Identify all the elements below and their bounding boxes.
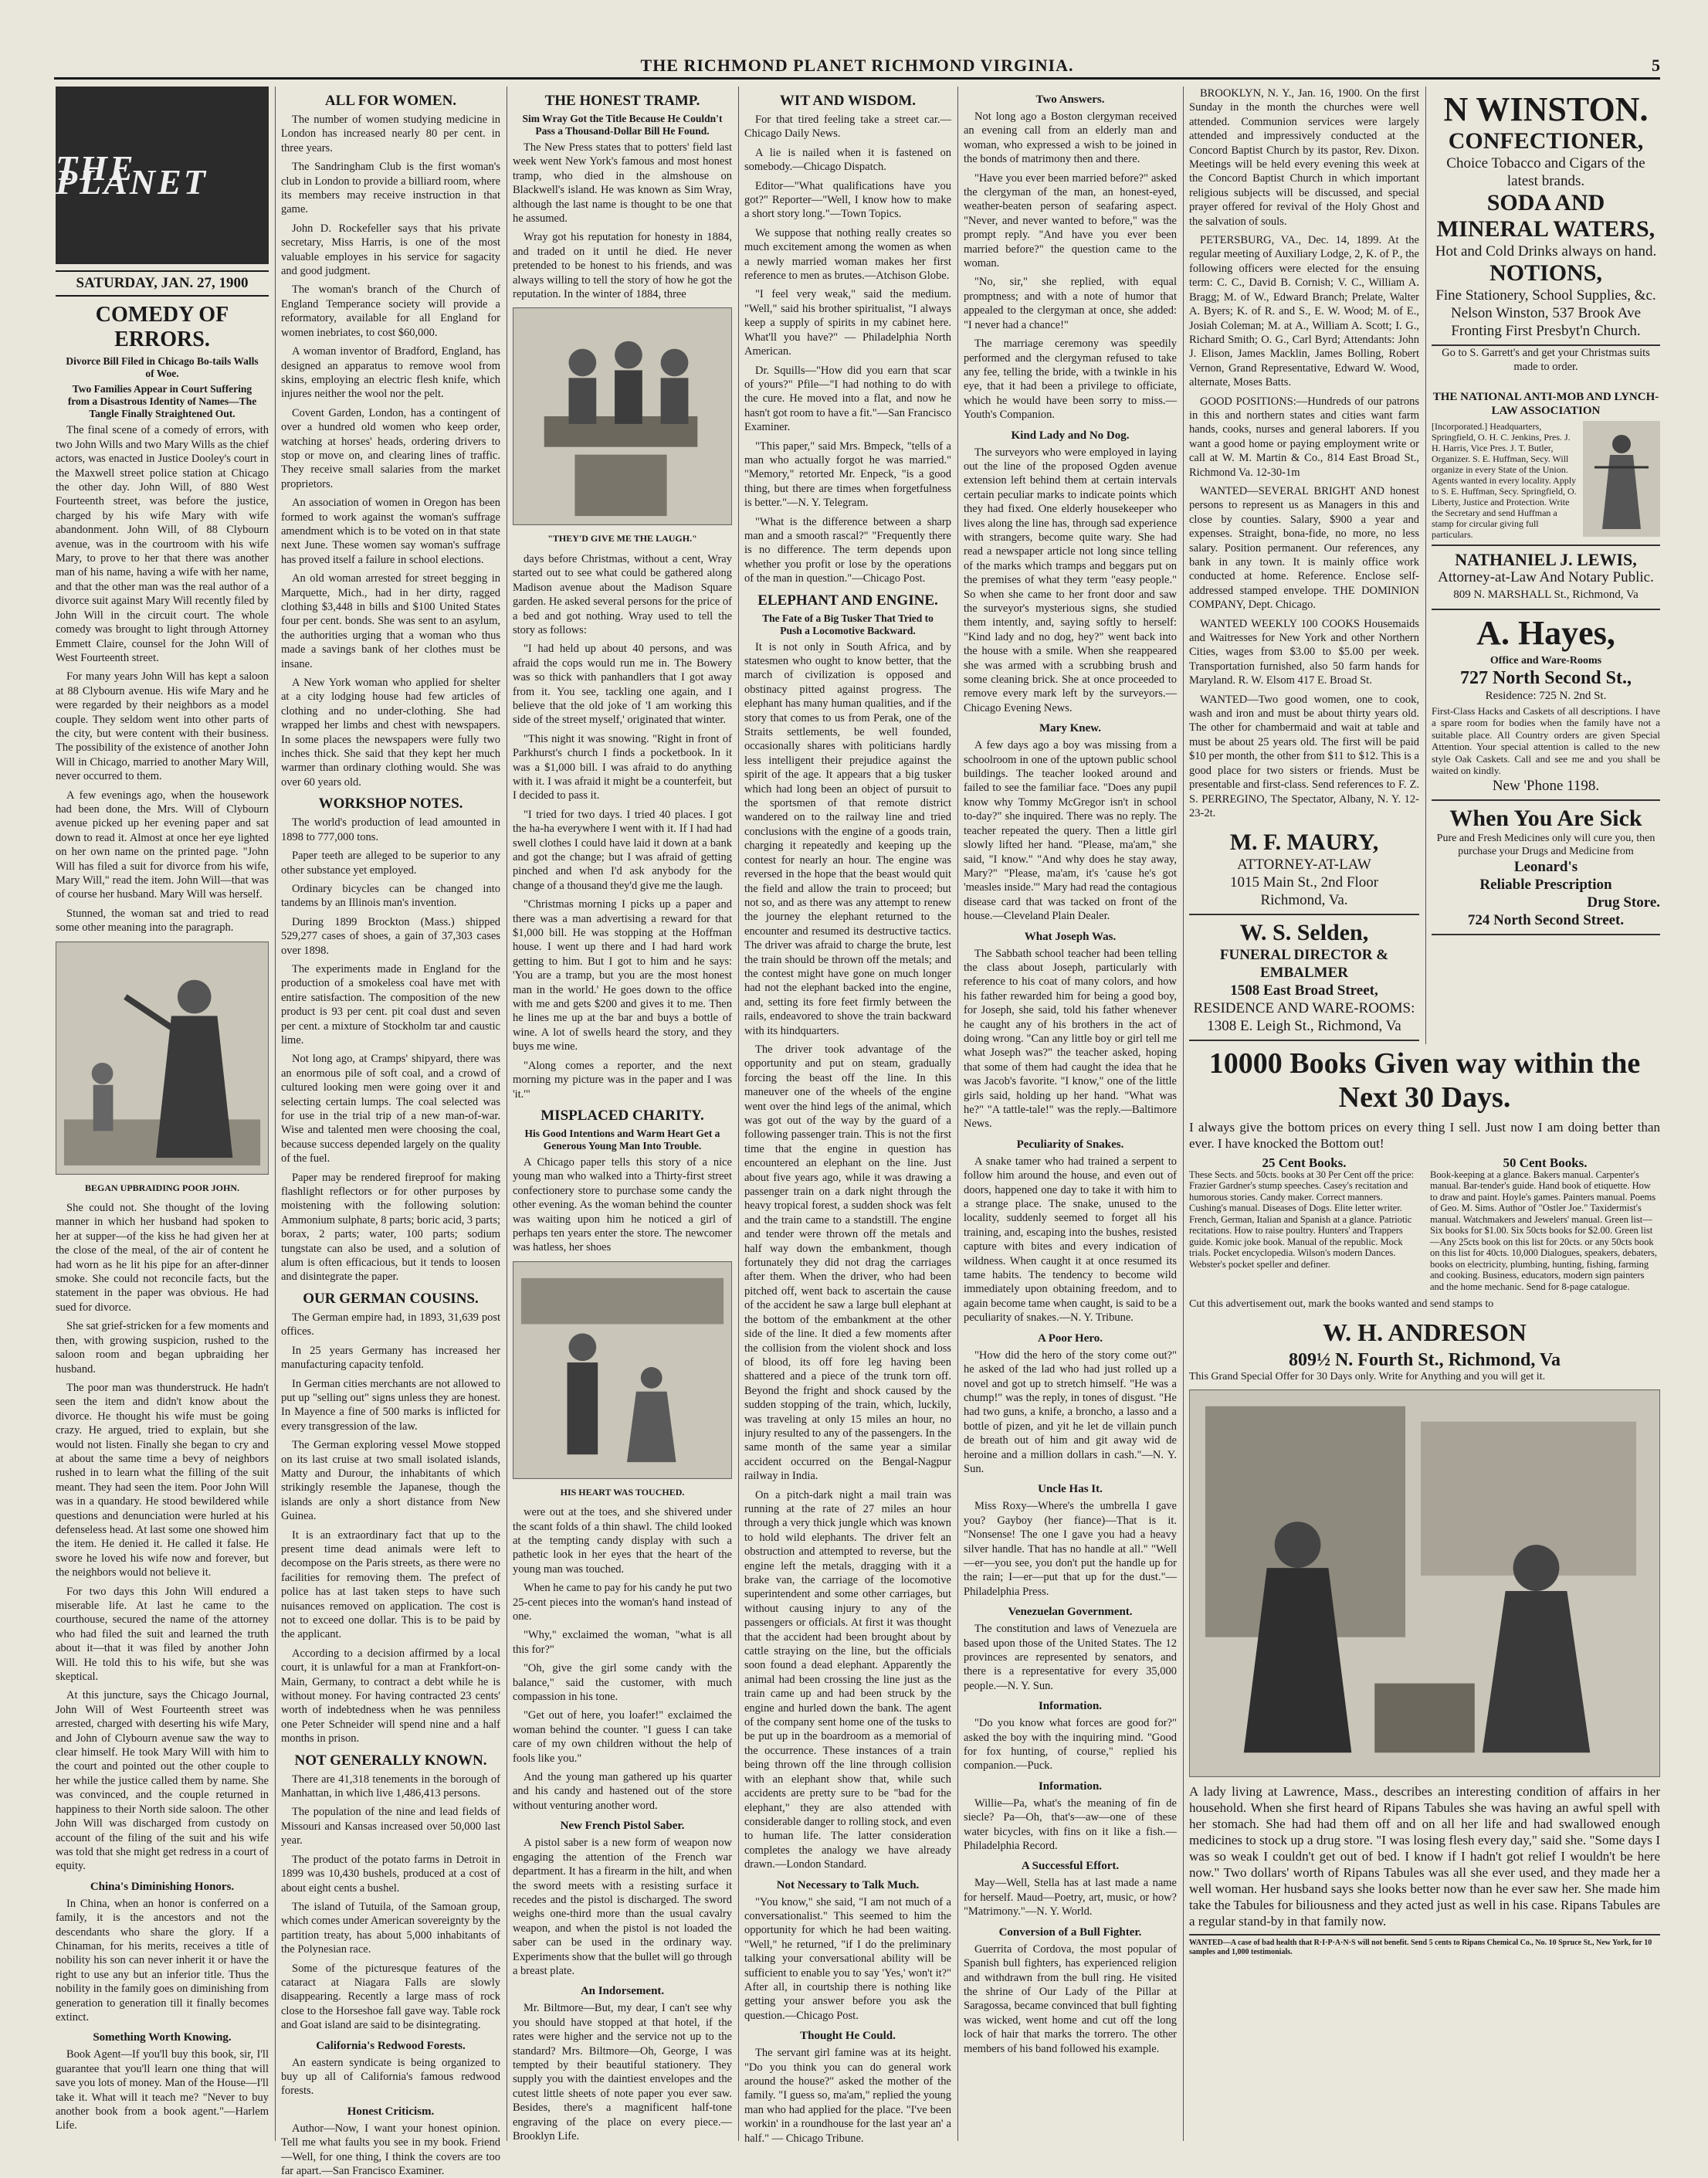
item: An eastern syndicate is being organized to buy up all of California's famous redwood forests. [281,2056,500,2098]
books-ad-intro: I always give the bottom prices on every thing I sell. Just now I am doing better than ever. I have knocked the Bottom out! [1189,1120,1660,1151]
item: Not long ago, at Cramps' shipyard, there was an enormous pile of soft coal, and a crowd of cultured looking men were going over it and selecting certain lumps. The coal selected was for use in the trial trip of a new man-of-war. Wise and talented men were choosing the coal, because success depended largely on the quality of the fuel. [281,1053,500,1165]
article-paragraph: were out at the toes, and she shivered under the scant folds of a thin shawl. The child looked at the tempting candy display with such a pathetic look in her eyes that the heart of the young man was touched. [513,1506,732,1576]
books-25-heading: 25 Cent Books. [1262,1155,1347,1170]
article-paragraph: She could not. She thought of the loving manner in which her husband had spoken to her at supper—of the kiss he had given her at the close of the meal, of the air of content he had worn as he lit his pipe for an after-dinner smoke. She could not reconcile facts, but the statement in the paper was obvious. He had sued for divorce. [56,1202,269,1314]
section-heading: Kind Lady and No Dog. [1011,429,1130,442]
item: "What is the difference between a sharp man and a smooth rascal?" "Frequently there is no difference. The term depends upon whether you profit or lose by the operations of the man in question."—Chicago Post. [744,515,951,585]
sick-reliable: Reliable Prescription [1479,876,1612,893]
maury-name: M. F. MAURY, [1229,829,1379,856]
andreson-name: W. H. ANDRESON [1323,1318,1527,1346]
article-paragraph: Stunned, the woman sat and tried to read some other meaning into the paragraph. [56,907,269,935]
hayes-subtitle: Office and Ware-Rooms [1489,654,1602,667]
article-paragraph: And the young man gathered up his quarter and his candy and hastened out of the store without venturing another word. [513,1771,732,1812]
section-heading: MISPLACED CHARITY. [541,1107,704,1124]
books-lists [1189,1155,1660,1292]
issue-date: SATURDAY, JAN. 27, 1900 [56,270,269,297]
article-paragraph: "This night it was snowing. "Right in front of Parkhurst's church I finds a pocketbook. In it was a $1,000 bill. I was afraid to do anything with it. I was afraid it might be a counterfeit, but I decided to pass it. [513,732,732,802]
section-heading: What Joseph Was. [1024,930,1117,943]
classified-ad: WANTED WEEKLY 100 COOKS Housemaids and Waitresses for New York and other Northern Cities, wages from $3.00 to $5.00 per week. Transportation furnished, also 50 farm hands for Maryland. R. W. Elsom 417 E. Broad St. [1189,617,1419,687]
item: The island of Tutuila, of the Samoan group, which comes under American sovereignty by the partition treaty, has about 5,000 inhabitants of the Polynesian race. [281,1900,500,1956]
antimob-title: THE NATIONAL ANTI-MOB AND LYNCH-LAW ASSOCIATION [1432,390,1659,417]
selden-title: FUNERAL DIRECTOR & EMBALMER [1219,947,1389,982]
item: Author—Now, I want your honest opinion. Tell me what faults you see in my book. Friend—Well, for one thing, I think the covers are too far apart.—San Francisco Examiner. [281,2122,500,2177]
article-paragraph: On a pitch-dark night a mail train was running at the rate of 27 miles an hour through a very thick jungle which was known to hold wild elephants. The driver felt an obstruction and attempted to reverse, but the engine left the metals, dragging with it a brake van, the carriage of the locomotive superintendent and some other carriages, but without causing injury to any of the passengers or officials. At first it was thought that the accident had been brought about by cattle straying on the line, but the officials soon found a dead elephant. Apparently the animal had been crossing the line just as the train came up and had been struck by the engine and hurled down the bank. The agent of the company sent home one of the tusks to be put up in the boardroom as a memorial of the occurrence. These instances of a train being thrown off the line through collision with an elephant show that, while such accidents are pretty sure to be "bad for the elephant," they are also attended with considerable danger to rolling stock, and even to human life. The latter consideration completes the analogy we have already drawn.—London Standard. [744,1488,951,1871]
article-paragraph: A few evenings ago, when the housework had been done, the Mrs. Will of Clybourn avenue picked up her evening paper and sat down to read it. Almost at once her eye lighted on her own name on the printed page. "John Will has filed a suit for divorce from his wife, Mary Will," read the item. John Will—that was of course her husband. Mary Will was herself. [56,789,269,901]
article-paragraph: days before Christmas, without a cent, Wray started out to see what could be gathered along Madison avenue about the Madison Square garden. He asked several persons for the price of a bed and got nothing. Wray used to tell the story as follows: [513,552,732,636]
article-paragraph: It is not only in South Africa, and by statesmen who ought to know better, that the march of civilization is opposed and obstinacy pitted against progress. The elephant has many human qualities, and if the story that comes to us from Perak, one of the Straits settlements, be well founded, occasionally shares with politicians hardly less intelligent their prejudice against the spirit of the age. It appears that a big tusker which had long been an object of pursuit to the sportsmen of that remote district wandered on to the railway line and tried conclusions with the engine of a goods train, charging it repeatedly and keeping up the contest for nearly an hour. The engine was reversed in the hope that the beast would quit the field and allow the train to proceed; but not so, and as there was any attempt to renew the journey the elephant returned to the encounter and resumed its destructive tactics. The driver was afraid to charge the brute, lest the train should be thrown off the metals; and the contest might have gone on much longer had not the elephant backed into the engine, and, setting its fore feet firmly between the rails, endeavored to shove the train backward with its hindquarters. [744,640,951,1037]
section-heading: Conversion of a Bull Fighter. [998,1925,1142,1939]
item: The product of the potato farms in Detroit in 1899 was 10,430 bushels, produced at a cost of about eight cents a bushel. [281,1853,500,1895]
article-paragraph: The Sabbath school teacher had been telling the class about Joseph, particularly with reference to his coat of many colors, and how his father rewarded him for being a good boy, for Joseph, she said, told his father whenever he caught any of his brothers in the act of doing wrong. "Can any little boy or girl tell me what Joseph was?" the teacher asked, hoping that some of them had caught the idea that he was Jacob's favorite. "I know," one of the little girls said, holding up her hand. "What was he?" "A tattle-tale!" was the reply.—Baltimore News. [964,947,1177,1131]
item: John D. Rockefeller says that his private secretary, Miss Harris, is one of the most valuable employes in his service for sagacity and good judgment. [281,222,500,278]
illustration-caption: HIS HEART WAS TOUCHED. [560,1486,685,1498]
item: Paper may be rendered fireproof for making flashlight reflectors or for other purposes by moistening with the following solution: Ammonium sulphate, 8 parts; boric acid, 3 parts; borax, 2 parts; water, 100 parts; sodium tungstate can also be used, and a solution of alum is often efficacious, but it tends to loosen and disintegrate the paper. [281,1171,500,1284]
selden-ad [1189,915,1419,1041]
selden-residence: RESIDENCE AND WARE-ROOMS: [1193,1000,1415,1017]
section-heading: Information. [1038,1700,1103,1713]
column-1 [56,87,269,2141]
deck: Two Families Appear in Court Suffering from a Disastrous Identity of Names—The Tangle Finally Straightened Out. [67,383,257,420]
article-paragraph: "Christmas morning I picks up a paper and there was a man advertising a reward for that $1,000 bill. He was stopping at the Hoffman house. I went up there and I had hard work getting to him. But I got to him and he says: 'You are a tramp, but you are the most honest man in the world.' He goes down to the office with me and gets $200 and gives it to me. Then he lines me up at the bar and buys a bottle of wine. A lot of swells heard the story, and they buys me wine. [513,898,732,1053]
sick-name: Leonard's [1513,858,1578,875]
ripans-illustration [1189,1389,1660,1777]
item: Some of the picturesque features of the cataract at Niagara Falls are slowly disappearing. Recently a large mass of rock close to the Horseshoe fall gave way. Table rock and Goat island are said to be disintegrating. [281,1962,500,2032]
section-heading: Two Answers. [1035,93,1105,106]
item: It is an extraordinary fact that up to the present time dead animals were left to decompose on the Paris streets, as there were no facilities for removing them. The prefect of police has at last taken steps to have such nuisances removed on application. The cost is not to exceed one dollar. This is to be paid by the applicant. [281,1528,500,1641]
item: The woman's branch of the Church of England Temperance society will provide a reformatory, available for all England for women inebriates, to cost $60,000. [281,283,500,339]
column-2 [281,87,500,2177]
item: During 1899 Brockton (Mass.) shipped 529,277 cases of shoes, a gain of 37,303 cases over 1898. [281,915,500,957]
article-paragraph: A pistol saber is a new form of weapon now engaging the attention of the French war department. It has a firearm in the hilt, and when the sword meets with a resisting surface it recedes and the pistol is discharged. The sword weighs one-third more than the usual cavalry weapon, and when the pistol is not loaded the saber can be used in the ordinary way. Experiments show that the bullet will go through a breast plate. [513,1837,732,1977]
maury-city: Richmond, Va. [1260,892,1348,909]
winston-title: CONFECTIONER, [1448,128,1644,154]
item: Covent Garden, London, has a contingent of over a hundred old women who keep order, watching at horses' heads, ordering drivers to stop or move on, and clearing lines of traffic. They receive small salaries from the market proprietors. [281,406,500,490]
books-50-heading: 50 Cent Books. [1503,1155,1588,1170]
winston-drinks: Hot and Cold Drinks always on hand. [1435,243,1657,260]
books-ad [1189,1047,1660,1957]
section-heading: A Successful Effort. [1021,1860,1120,1873]
planet-logo: THE PLANET [56,87,269,264]
books-25-list: These Sects. and 50cts. books at 30 Per Cent off the price: Frazier Gardner's stump speeches. Casey's recitation and humorous stories. Candy maker. Correct manners. Cushing's manual. Diseases of Dogs. Elite letter writer. French, German, Italian and Spanish at a glance. Patriotic recitations. How to raise poultry. Hunters' and Trappers guide. Komic joke book. Manual of the republic. Mock trials. Pocket encyclopedia. Wilson's modern Dances. Webster's pocket speller and definer. [1189,1169,1415,1270]
article-paragraph: For two days this John Will endured a miserable life. At last he came to the courthouse, secured the name of the attorney who had filed the suit and learned the truth about it—that it was filed by another John Will. He told this to his wife, but she was skeptical. [56,1585,269,1684]
maury-address: 1015 Main St., 2nd Floor [1229,874,1379,891]
item: In German cities merchants are not allowed to put up "selling out" signs unless they are honest. In Mayence a fine of 500 marks is inflicted for every transgression of the law. [281,1377,500,1433]
item: An association of women in Oregon has been formed to work against the woman's suffrage amendment which is to be voted on in that state next June. These women say woman's suffrage has proved itself a failure in school elections. [281,497,500,566]
column-5 [964,87,1177,2141]
item: We suppose that nothing really creates so much excitement among the women as when a newly married woman makes her first reference to men as brutes.—Atchison Globe. [744,226,951,283]
masthead-title: THE RICHMOND PLANET RICHMOND VIRGINIA. [640,56,1074,75]
lewis-name: NATHANIEL J. LEWIS, [1455,549,1637,569]
section-heading: WORKSHOP NOTES. [318,796,463,813]
lewis-address: 809 N. MARSHALL St., Richmond, Va [1453,588,1639,601]
books-ad-title: 10000 Books Given way within the Next 30 Days. [1208,1047,1641,1114]
article-paragraph: "Do you know what forces are good for?" asked the boy with the inquiring mind. "Good for fox hunting, of course," replied his companion.—Puck. [964,1717,1177,1773]
article-paragraph: In China, when an honor is conferred on a family, it is the ancestors and not the descendants who share the glory. If a Chinaman, for his merits, receives a title of nobility his son can never inherit it or have the right to use any but an inferior title. Thus the nobility in the family goes on diminishing from generation to generation till it finally becomes extinct. [56,1897,269,2024]
article-paragraph: "How did the hero of the story come out?" he asked of the lad who had just rolled up a novel and got up to stretch himself. "He was a chump!" was the reply, in tones of disgust. "He had two guns, a knife, a broncho, a lasso and a bottle of pizen, and yit he let de villain punch de breath out of him and git away wid de heroine and a million dollars in cash."—N. Y. Sun. [964,1349,1177,1475]
article-paragraph: The surveyors who were employed in laying out the line of the proposed Ogden avenue extension left behind them at certain intervals certain peculiar marks to indicate points which they had fixed. One elderly housekeeper who lives along the line has, through sad experience with strangers, become quite wary. She had read a newspaper article not long since telling of the marks which tramps and beggars put on the premises of what they term "easy people." So when she came to her front door and saw the surveyor's mysterious signs, she studied them intently, and, saying softly to herself: "Kind lady and no dog, hey?" went back into the house with a smile. When she reappeared she was armed with a scrubbing brush and some cleaning brick. She at once proceeded to remove every mark left by the surveyors.—Chicago Evening News. [964,446,1177,714]
article-paragraph: For many years John Will has kept a saloon at 88 Clybourn avenue. His wife Mary and he were regarded by their neighbors as a model couple. They seldom went into other parts of the city, but were content with their business. The possibility of the existence of another John Will in Chicago, married to another Mary Will, never occurred to them. [56,670,269,783]
sick-title: When You Are Sick [1449,805,1642,831]
section-heading: Peculiarity of Snakes. [1016,1138,1124,1151]
item: The German exploring vessel Mowe stopped on its last cruise at two small isolated islands, Matty and Durour, the inhabitants of which strikingly resemble the Japanese, though the islands are only a short distance from New Guinea. [281,1439,500,1523]
article-paragraph: The marriage ceremony was speedily performed and the clergyman refused to take any fee, telling the bride, with a twinkle in his eye, that it had been a privilege to officiate, which he would have been sorry to miss.—Youth's Companion. [964,338,1177,422]
hayes-address: 727 North Second St., [1459,667,1632,688]
column-rule [1183,87,1184,2141]
article-paragraph: Book Agent—If you'll buy this book, sir, I'll guarantee that you'll learn one thing that will save you lots of money. Man of the House—I'll take it. What will it teach me? "Never to buy another book from a book agent."—Harlem Life. [56,2048,269,2132]
ripans-text: A lady living at Lawrence, Mass., describes an interesting condition of affairs in her household. When she first heard of Ripans Tabules she was having an awful spell with her stomach. She had had them off and on all her life and had swallowed enough medicines to stock up a drug store. "I was losing flesh every day," said she. "Some days I was so weak I couldn't get out of bed. I know if I hadn't got relief I wouldn't be here now." Two dollars' worth of Ripans Tabules was all she ever used, and they made her a well woman. Her husband says she looks better now than he ever saw her. She made him take the Tabules for biliousness and they acted just as well in his case. Ripans Tabules are a regular stand-by in that family now. [1189,1784,1660,1929]
item: The number of women studying medicine in London has increased nearly 80 per cent. in three years. [281,114,500,154]
article-paragraph: A Chicago paper tells this story of a nice young man who walked into a Thirty-first street confectionery store to purchase some candy the other evening. As the woman behind the counter was waiting upon him he noticed a girl of perhaps ten years enter the store. The newcomer was hatless, her shoes [513,1155,732,1254]
news-item: BROOKLYN, N. Y., Jan. 16, 1900. On the first Sunday in the month the churches were well attended. Communion services were largely attended and impressively conducted at the Concord Baptist Church by its pastor, Rev. Dixon. Meetings will be held every evening this week at the Concord Baptist Church in which important religious subjects will be discussed, and special prayer offered for revival of the Holy Ghost and the salvation of souls. [1189,87,1419,228]
column-rule [275,87,276,2141]
article-paragraph: Mr. Biltmore—But, my dear, I can't see why you should have stopped at that hotel, if the rates were higher and the service not up to the standard? Mrs. Biltmore—Oh, George, I was tempted by their beautiful stationery. They supply you with the daintiest envelopes and the cutest little sheets of note paper you ever saw. Besides, there's a magnificent half-tone engraving of the place on every piece.—Brooklyn Life. [513,2002,732,2142]
article-paragraph: "You know," she said, "I am not much of a conversationalist." This seemed to him the opportunity for which he had been waiting. "Well," he returned, "if I do the preliminary talking your conversational ability will be sufficient to enable you to say 'Yes,' won't it?" After all, in courtship there is nothing like getting your answer before you ask the question.—Chicago Post. [744,1895,951,2022]
section-heading: Information. [1038,1779,1103,1793]
illustration-tramp [513,307,732,525]
andreson-offer: This Grand Special Offer for 30 Days only. Write for Anything and you will get it. [1189,1371,1546,1382]
article-paragraph: "Get out of here, you loafer!" exclaimed the woman behind the counter. "I guess I can take care of my own children without the help of fools like you." [513,1709,732,1765]
deck: Sim Wray Got the Title Because He Couldn't Pass a Thousand-Dollar Bill He Found. [522,113,723,137]
family-parlor-illustration-icon [1190,1390,1659,1776]
illustration-charity [513,1261,732,1479]
column-3 [513,87,732,2141]
item: For that tired feeling take a street car.—Chicago Daily News. [744,114,951,141]
article-paragraph: "I had held up about 40 persons, and was afraid the cops would run me in. The Bowery was so thick with panhandlers that I got away from it. You see, tackling one again, and I believe that the old joke of 'I am working this side of the street myself,' originated that winter. [513,643,732,727]
article-paragraph: Wray got his reputation for honesty in 1884, and traded on it until he died. He never pretended to be honest to his friends, and was always willing to tell the story of how he got the reputation. In the winter of 1884, three [513,231,732,301]
item: Editor—"What qualifications have you got?" Reporter—"Well, I know how to make a short story long."—Town Topics. [744,179,951,221]
selden-address: 1508 East Broad Street, [1230,982,1378,999]
item: The experiments made in England for the production of a smokeless coal have met with entire satisfaction. The composition of the new product is 93 per cent. pit coal dust and seven per cent. a mixture of Stockholm tar and caustic lime. [281,962,500,1047]
column-4 [744,87,951,2145]
sick-address: 724 North Second Street. [1467,911,1625,928]
classified-ad: GOOD POSITIONS:—Hundreds of our patrons in this and northern states and cities want farm hands, cooks, nurses and general laborers. If you want a good home or paying employment write or call at W. M. Martin & Co., 814 East Broad St., Richmond Va. 12-30-1m [1189,395,1419,479]
article-paragraph: Willie—Pa, what's the meaning of fin de siecle? Pa—Oh, that's—aw—one of these water bicycles, with fins on it like a fish.—Philadelphia Record. [964,1796,1177,1853]
article-paragraph: "Oh, give the girl some candy with the balance," said the customer, with much compassion in his tone. [513,1662,732,1704]
illustration-caption: "THEY'D GIVE ME THE LAUGH." [547,533,697,544]
maury-ad [1189,825,1419,915]
selden-address-2: 1308 E. Leigh St., Richmond, Va [1207,1018,1401,1035]
garrett-ad: Go to S. Garrett's and get your Christmas suits made to order. [1442,347,1650,374]
headline: COMEDY OF ERRORS. [95,303,229,352]
article-paragraph: The servant girl famine was at its height. "Do you think you can do general work around the house?" asked the mother of the family. "I guess so, ma'am," replied the young man who had applied for the place. "I've been workin' in a roundhouse for the last year an' a half." — Chicago Tribune. [744,2047,951,2145]
section-heading: Not Necessary to Talk Much. [776,1878,920,1891]
winston-subtitle: Choice Tobacco and Cigars of the latest brands. [1446,155,1645,189]
column-rule [957,87,958,2141]
item: In 25 years Germany has increased her manufacturing capacity tenfold. [281,1344,500,1372]
item: "This paper," said Mrs. Bmpeck, "tells of a man who actually forgot he was married." "Memory," retorted Mr. Enpeck, "is a good thing, but there are times when forgetfulness is better."—N. Y. Telegram. [744,439,951,510]
article-paragraph: The poor man was thunderstruck. He hadn't seen the item and didn't know about the divorce. He thought his wife must be going crazy. He argued, tried to explain, but she would not listen. Finally she began to cry and at about the same time a bevy of neighbors rushed in to learn what the filling of the suit meant. They had seen the item. Poor John Will was in a quandary. He stood bewildered while questions and denunciation were hurled at his defenseless head. At last some one showed him the item. He denied it. He called it false. He swore he loved his wife now and forever, but the neighbors would not believe it. [56,1381,269,1579]
section-heading: THE HONEST TRAMP. [544,93,700,109]
illustration-woman [56,941,269,1175]
article-paragraph: The driver took advantage of the opportunity and put on steam, gradually forcing the beast off the line. In this maneuver one of the wheels of the engine went over the hind legs of the animal, which was got out of the way by the guard of a following passenger train. This is not the first time that the engine in question has encountered an elephant on the line. Just about five years ago, while it was drawing a passenger train on a dark night through the heavy tropical forest, a sudden shock was felt and the train came to a standstill. The engine and tender were thrown off the metals and half way down the embankment, though fortunately they did not drag the carriages after them. When the driver, who had been pitched off, went back to ascertain the cause of the accident he saw a large bull elephant at the bottom of the embankment at the other side of the line. It died a few moments after the collision from the violent shock and loss of blood, its off fore leg having been shattered and a piece of the trunk torn off. Beyond the fright and shock caused by the sudden stopping of the train, which, luckily, was traveling at only 15 miles an hour, no injury resulted to any of the passengers. In the same month of the same year a similar accident occurred on the Bengal-Nagpur railway in India. [744,1043,951,1483]
antimob-ad [1432,379,1660,546]
section-heading: New French Pistol Saber. [560,1820,685,1833]
winston-fine: Fine Stationery, School Supplies, &c. [1435,287,1656,304]
books-50-column [1430,1155,1660,1292]
item: The world's production of lead amounted in 1898 to 777,000 tons. [281,816,500,843]
item: The population of the nine and lead fields of Missouri and Kansas increased over 50,000 last year. [281,1806,500,1847]
item: A lie is nailed when it is fastened on somebody.—Chicago Dispatch. [744,146,951,174]
hayes-body: First-Class Hacks and Caskets of all descriptions. I have a spare room for bodies when the family have not a suitable place. All Country orders are given Special Attention. Your special attention is called to the new style Oak Caskets. Call and see me and you shall be waited on kindly. [1432,704,1660,777]
article-paragraph: "Along comes a reporter, and the next morning my picture was in the paper and I was 'it.'" [513,1059,732,1101]
selden-name: W. S. Selden, [1239,920,1369,946]
item: The Sandringham Club is the first woman's club in London to provide a billiard room, where its members may receive instruction in that game. [281,161,500,216]
books-50-list: Book-keeping at a glance. Bakers manual. Carpenter's manual. Bar-tender's guide. Hand book of etiquette. How to draw and paint. Hoyle's games. Painters manual. Poems of Geo. M. Sims. Author of "Ostler Joe." Taxidermist's manual. Watchmakers and Jewelers' manual. Green list—Six books for $1.00. Six 50cts books for $2.00. Green list—Any 25cts book on this list for 20cts. or any 50cts book on this list for 40cts. 10,000 Dialogues, speakers, debaters, books on electricity, plumbing, hunting, fishing, farming and cooking. Business, educators, modern sign painters and the home mechanic. Send for 8-page catalogue. [1430,1169,1658,1292]
hayes-residence: Residence: 725 N. 2nd St. [1485,689,1607,702]
article-paragraph: Guerrita of Cordova, the most popular of Spanish bull fighters, has experienced religion and withdrawn from the bull ring. He visited the shrine of Our Lady of the Pillar at Saragossa, became convinced that bull fighting was wicked, went home and cut off the long lock of hair that marks the torrero. The other members of his band followed his example. [964,1942,1177,2055]
hayes-ad [1432,610,1660,801]
winston-address: Nelson Winston, 537 Brook Ave Fronting First Presbyt'n Church. [1450,305,1642,339]
winston-name: N WINSTON. [1443,90,1649,128]
item: A New York woman who applied for shelter at a city lodging house had few articles of clothing and no under-clothing. She had wrapped her limbs and chest with newspapers. In some places the newspapers were fully two inches thick. She said that they kept her much warmer than ordinary clothing would. She was over 60 years old. [281,677,500,789]
deck: Divorce Bill Filed in Chicago Bo-tails Walls of Woe. [66,355,259,380]
maury-title: ATTORNEY-AT-LAW [1237,857,1371,874]
article-paragraph: When he came to pay for his candy he put two 25-cent pieces into the woman's hand instead of one. [513,1582,732,1623]
deck: The Fate of a Big Tusker That Tried to Push a Locomotive Backward. [762,612,934,636]
books-ad-cut: Cut this advertisement out, mark the books wanted and send stamps to [1189,1298,1494,1310]
column-rule [738,87,739,2141]
sick-store: Drug Store. [1587,894,1660,911]
sick-body: Pure and Fresh Medicines only will cure you, then purchase your Drugs and Medicine from [1436,832,1655,857]
section-heading: Thought He Could. [800,2030,896,2043]
news-item: PETERSBURG, VA., Dec. 14, 1899. At the regular meeting of Auxiliary Lodge, 2, K. of P., the following officers were elected for the ensuing term: C. C., David B. Cornish; V. C., William A. Bragg; M. of W., Edward Branch; Prelate, Walter A. Byers; K. of R. and S., E. W. Wood; M. of E., Josiah Coleman; M. at A., William A. Scott; I. G., Richard Smith; O. G., Carl Byrd; Attendants: John J. Elison, James Macklin, James Bolling, Robert Vernon, Grand Representative, Edward W. Wood, alternate, Moses Batts. [1189,234,1419,389]
section-heading: Uncle Has It. [1038,1483,1103,1496]
lewis-ad [1432,546,1660,610]
andreson-address: 809½ N. Fourth St., Richmond, Va [1288,1350,1561,1370]
article-paragraph: The New Press states that to potters' field last week went New York's famous and most honest tramp, who died in the almshouse on Blackwell's island. He was known as Sim Wray, although the last name is thought to be one that he assumed. [513,141,732,226]
deck: His Good Intentions and Warm Heart Get a Generous Young Man Into Trouble. [524,1127,720,1152]
section-heading: OUR GERMAN COUSINS. [303,1290,479,1307]
article-paragraph: A few days ago a boy was missing from a schoolroom in one of the uptown public school buildings. The teacher looked around and failed to see the familiar face. "Does any pupil know why Tommy McGregor isn't in school to-day?" she inquired. There was no reply. The teacher repeated the query. Then a little girl slowly lifted her hand. "Please, ma'am," she said, "I know." "And why does he stay away, Mary?" "Please, ma'am, it's 'cause he's got 'measles inside.'" Mary had read the contagious disease card that was tacked on front of the house.—Cleveland Plain Dealer. [964,739,1177,923]
section-heading: Something Worth Knowing. [93,2031,232,2044]
article-paragraph: A snake tamer who had trained a serpent to follow him around the house, and even out of doors, happened one day to take it with him to a strange place. The snake, unused to the locality, suddenly seemed to forget all his training, and, escaping into the bushes, resisted capture with bites and every indication of wildness. When caught it at once resumed its tame habits. The tendency to become wild immediately upon obtaining freedom, and to again become tame when caught, is said to be a peculiarity of snakes.—N. Y. Tribune. [964,1155,1177,1325]
justice-figure-icon [1583,421,1660,537]
article-paragraph: The final scene of a comedy of errors, with two John Wills and two Mary Wills as the chief actors, was enacted in Justice Dooley's court in the Maxwell street police station at Chicago the other day. John Will, of 880 West Fourteenth street, was before the justice, charged by his wife Mary with wife abandonment. John Will, of 88 Clybourn avenue, was in the courtroom with his wife Mary, to prove to her that there was another man of his name, having a wife with her name, and that the other man was the real author of a divorce suit against Mary Will recently filed by John Will in the circuit court. The whole comedy was brought to light through Attorney Emmett Claire, counsel for the John Will of West Fourteenth street. [56,424,269,664]
books-25-column [1189,1155,1419,1292]
winston-notions: NOTIONS, [1489,260,1602,286]
column-7 [1432,87,1660,1040]
item: Dr. Squills—"How did you earn that scar of yours?" Pfile—"I had nothing to do with the cure. He moved into a flat, and now he hasn't got room to have a fit."—San Francisco Examiner. [744,364,951,434]
page-number: 5 [1652,56,1660,75]
antimob-body: [Incorporated.] Headquarters, Springfield, O. H. C. Jenkins, Pres. J. H. Harris, Vice Pres. J. T. Butler, Organizer. S. E. Huffman, Secy. Will organize in every State of the Union. Agents wanted in every locality. Apply to S. E. Huffman, Secy. Springfield, O. Liberty, Justice and Protection. Write the Secretary and send Huffman a stamp for circular giving full particulars. [1432,420,1577,540]
winston-soda: SODA AND MINERAL WATERS, [1436,190,1655,242]
item: A woman inventor of Bradford, England, has designed an apparatus to remove wool from skins, employing an electric flesh knife, which injures neither the wool nor the pelt. [281,345,500,401]
section-heading: ALL FOR WOMEN. [324,93,457,109]
section-heading: California's Redwood Forests. [316,2039,466,2052]
article-paragraph: Miss Roxy—Where's the umbrella I gave you? Gayboy (her fiance)—That is it. "Nonsense! The one I gave you had a heavy silver handle. That has no handle at all." "Well—er—you see, you don't put the handle up for the rain; I—er—put that up for the dust."—Philadelphia Press. [964,1500,1177,1598]
item: According to a decision affirmed by a local court, it is unlawful for a man at Frankfort-on-Main, Germany, to contract a debt while he is without money. For having contracted 23 cents' worth of indebtedness when he was penniless one Peter Schneider will spend nine and a half months in prison. [281,1647,500,1745]
section-heading: WIT AND WISDOM. [779,93,917,109]
classified-ad: WANTED—SEVERAL BRIGHT AND honest persons to represent us as Managers in this and close by counties. Salary, $900 a year and expenses. Straight, bona-fide, no more, no less salary. Position permanent. Our references, any bank in any town. It is mainly office work conducted at home. Reference. Enclose self-addressed stamped envelope. THE DOMINION COMPANY, Dept. Chicago. [1189,484,1419,612]
section-heading: Honest Criticism. [347,2105,435,2118]
article-paragraph: Not long ago a Boston clergyman received an evening call from an elderly man and woman, who expressed a wish to be joined in the bonds of matrimony then and there. [964,110,1177,166]
article-paragraph: "Have you ever been married before?" asked the clergyman of the man, an honest-eyed, weather-beaten person of seafaring aspect. "Never, and never wanted to before," was the prompt reply. "And have you ever been married before?" the question came to the woman. [964,171,1177,270]
article-paragraph: She sat grief-stricken for a few moments and then, with growing suspicion, rushed to the saloon room and began upbraiding her husband. [56,1320,269,1376]
tramp-illustration-icon [513,308,731,524]
ripans-footer: WANTED—A case of bad health that R·I·P·A·N·S will not benefit. Send 5 cents to Ripans Chemical Co., No. 10 Spruce St., New York, for 10 samples and 1,000 testimonials. [1189,1934,1660,1957]
article-paragraph: May—Well, Stella has at last made a name for herself. Maud—Poetry, art, music, or how? "Matrimony."—N. Y. World. [964,1877,1177,1918]
column-6 [1189,87,1419,1040]
item: The German empire had, in 1893, 31,639 post offices. [281,1311,500,1338]
section-heading: NOT GENERALLY KNOWN. [294,1752,487,1769]
section-heading: ELEPHANT AND ENGINE. [757,592,938,609]
winston-ad [1432,87,1660,346]
article-paragraph: At this juncture, says the Chicago Journal, John Will of West Fourteenth street was arrested, charged with deserting his wife Mary, and John of Clybourn avenue saw the way to clear himself. He took Mary Will with him to the court and pointed out the other couple to her while the justice called them by name. She was convinced, and the couple returned in happiness to their North side saloon. The other John Will was discharged from custody on account of the filing of the suit and his wife was told that she might get redress in a court of equity. [56,1689,269,1873]
section-heading: Venezuelan Government. [1008,1606,1133,1619]
classified-ad: WANTED—Two good women, one to cook, wash and iron and must be about thirty years old. The other for chambermaid and wait at table and must be about 25 years old. The first will be paid $10 per month, the other from $11 to $12. This is a good place for two sisters or friends. Must be presentable and first-class. Send references to F. Z. S. PERREGINO, The Spectator, Albany, N. Y. 12-23-2t. [1189,693,1419,819]
woman-illustration-icon [56,942,268,1174]
article-paragraph: "I tried for two days. I tried 40 places. I got the ha-ha everywhere I went with it. If I had had swell clothes I could have laid it down at a bank and got the change; but I was afraid of getting pinched and when I'd ask anybody for the change of a thousand they'd give me the laugh. [513,808,732,892]
item: Paper teeth are alleged to be superior to any other substance yet employed. [281,850,500,877]
column-rule [1425,87,1426,1044]
section-heading: An Indorsement. [580,1985,665,1998]
lewis-title: Attorney-at-Law And Notary Public. [1438,568,1654,585]
hayes-phone: New 'Phone 1198. [1492,777,1600,794]
article-paragraph: "No, sir," she replied, with equal promptness; and with a note of humor that appealed to the clergyman at once, she added: "I never had a chance!" [964,276,1177,331]
article-paragraph: The constitution and laws of Venezuela are based upon those of the United States. The 12 provinces are represented by senators, and there is a representative for every 35,000 people.—N. Y. Sun. [964,1623,1177,1692]
illustration-caption: BEGAN UPBRAIDING POOR JOHN. [84,1182,239,1193]
masthead [54,56,1660,80]
item: "I feel very weak," said the medium. "Well," said his brother spiritualist, "I always keep a supply of spirits in my cabinet here. What'll you have?" — Philadelphia North American. [744,288,951,358]
hayes-name: A. Hayes, [1476,613,1615,652]
article-paragraph: "Why," exclaimed the woman, "what is all this for?" [513,1629,732,1656]
item: There are 41,318 tenements in the borough of Manhattan, in which live 1,486,413 persons. [281,1773,500,1800]
item: An old woman arrested for street begging in Marquette, Mich., had in her dirty, ragged clothing $3,448 in bills and $100 United States four per cent. bonds. She was sent to an asylum, the authorities urging that a woman who thus made a savings bank of her clothes must be insane. [281,572,500,670]
section-heading: China's Diminishing Honors. [90,1880,235,1893]
leonard-ad [1432,801,1660,935]
charity-illustration-icon [513,1262,731,1478]
section-heading: Mary Knew. [1039,722,1101,735]
section-heading: A Poor Hero. [1037,1332,1103,1345]
item: Ordinary bicycles can be changed into tandems by an Illinois man's invention. [281,882,500,910]
